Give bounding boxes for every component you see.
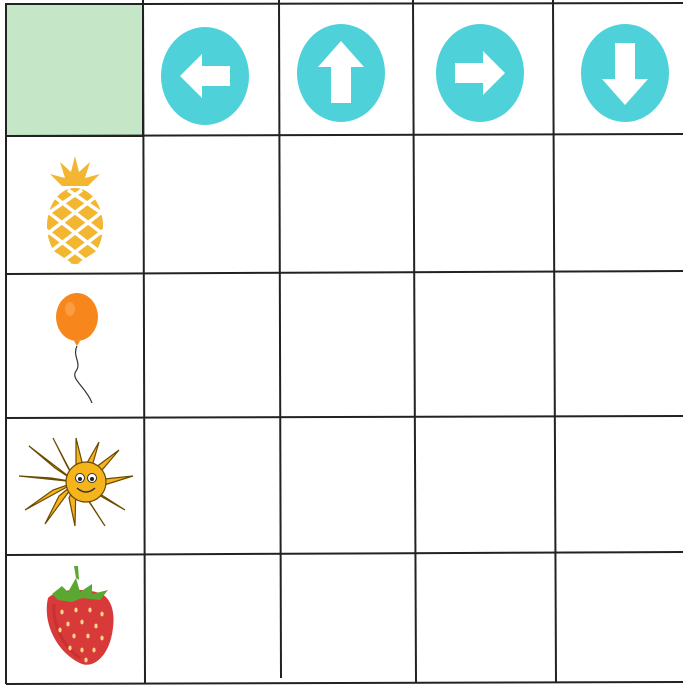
right-arrow-icon [435,23,525,123]
header-cell-left [158,25,252,127]
answer-cell[interactable] [555,137,683,271]
row-cell-sun [16,434,136,529]
left-arrow-icon [160,26,250,126]
strawberry-icon [32,564,118,668]
up-arrow-icon [296,23,386,123]
answer-cell[interactable] [415,554,553,680]
answer-cell[interactable] [145,273,279,416]
row-cell-balloon [50,290,106,408]
balloon-icon [52,291,104,407]
answer-cell[interactable] [555,554,683,680]
corner-cell [6,4,143,136]
row-cell-pineapple [40,152,110,267]
answer-cell[interactable] [281,137,413,271]
row-cell-strawberry [30,562,120,670]
sun-icon [17,436,135,528]
answer-cell[interactable] [281,418,413,552]
header-cell-right [433,22,527,124]
grid-line [6,682,683,684]
answer-cell[interactable] [145,418,279,552]
answer-cell[interactable] [555,418,683,552]
answer-cell[interactable] [415,273,553,416]
pineapple-icon [42,154,108,266]
down-arrow-icon [580,23,670,123]
answer-cell[interactable] [415,418,553,552]
header-cell-down [578,22,672,124]
answer-cell[interactable] [281,273,413,416]
answer-cell[interactable] [415,137,553,271]
answer-cell[interactable] [145,137,279,271]
header-cell-up [294,22,388,124]
answer-cell[interactable] [555,273,683,416]
answer-cell[interactable] [281,554,413,680]
answer-cell[interactable] [145,554,279,680]
